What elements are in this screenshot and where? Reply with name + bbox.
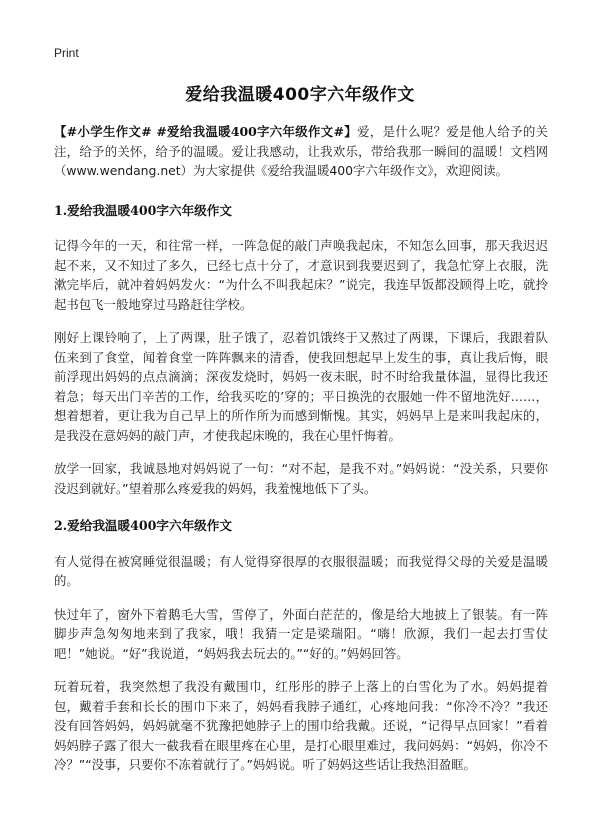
print-label: Print	[54, 46, 79, 60]
intro-text: 爱，是什么呢？爱是他人给予的关注，给予的关怀，给予的温暖。爱让我感动，让我欢乐，带给我那一瞬间的温暖！文档网（www.wendang.net）为大家提供《爱给我温暖400字六年级作文》，欢迎阅读。	[54, 124, 548, 178]
intro-paragraph	[54, 122, 548, 181]
paragraph: 记得今年的一天，和往常一样，一阵急促的敲门声唤我起床，不知怎么回事，那天我迟迟起不来，又不知过了多久，已经七点十分了，才意识到我要迟到了，我急忙穿上衣服，洗漱完毕后，就冲着妈妈发火：“为什么不叫我起床？”说完，我连早饭都没顾得上吃，就拎起书包飞一般地穿过马路赶往学校。	[54, 238, 548, 312]
intro-tag: 【#小学生作文# #爱给我温暖400字六年级作文#】	[54, 124, 358, 139]
paragraph: 快过年了，窗外下着鹅毛大雪，雪停了，外面白茫茫的，像是给大地披上了银装。有一阵脚步声急匆匆地来到了我家，哦！我猜一定是梁瑞阳。“嗨！欣源，我们一起去打雪仗吧！”她说。“好”我说道，“妈妈我去玩去的。”“好的。”妈妈回答。	[54, 606, 548, 661]
section-heading: 1.爱给我温暖400字六年级作文	[54, 202, 232, 218]
article-body	[54, 122, 548, 789]
paragraph: 放学一回家，我诚恳地对妈妈说了一句：“对不起，是我不对。”妈妈说：“没关系，只要你没迟到就好。”望着那么疼爱我的妈妈，我羞愧地低下了头。	[54, 461, 548, 496]
paragraph: 刚好上课铃响了，上了两课，肚子饿了，忍着饥饿终于又熬过了两课，下课后，我跟着队伍来到了食堂，闻着食堂一阵阵飘来的清香，使我回想起早上发生的事，真让我后悔，眼前浮现出妈妈的点点滴滴；深夜发烧时，妈妈一夜未眠，时不时给我量体温，显得比我还着急；每天出门辛苦的工作，给我买吃的’穿的；平日换洗的衣服她一件不留地洗好……，想着想着，更让我为自己早上的所作所为而感到惭愧。其实，妈妈早上是来叫我起床的，是我没在意妈妈的敲门声，才使我起床晚的，我在心里忏悔着。	[54, 330, 548, 443]
paragraph: 玩着玩着，我突然想了我没有戴围巾，红彤彤的脖子上落上的白雪化为了水。妈妈提着包，戴着手套和长长的围巾下来了，妈妈看我脖子通红，心疼地问我：“你冷不冷？”我还没有回答妈妈，妈妈就毫不犹豫把她脖子上的围巾给我戴。还说，“记得早点回家！”看着妈妈脖子露了很大一截我看在眼里疼在心里，是打心眼里难过，我问妈妈：“妈妈，你冷不冷？”“没事，只要你不冻着就行了。”妈妈说。听了妈妈这些话让我热泪盈眶。	[54, 679, 548, 772]
paragraph: 有人觉得在被窝睡觉很温暖；有人觉得穿很厚的衣服很温暖；而我觉得父母的关爱是温暖的。	[54, 553, 548, 588]
page-title: 爱给我温暖400字六年级作文	[185, 85, 415, 105]
section-heading: 2.爱给我温暖400字六年级作文	[54, 518, 232, 533]
